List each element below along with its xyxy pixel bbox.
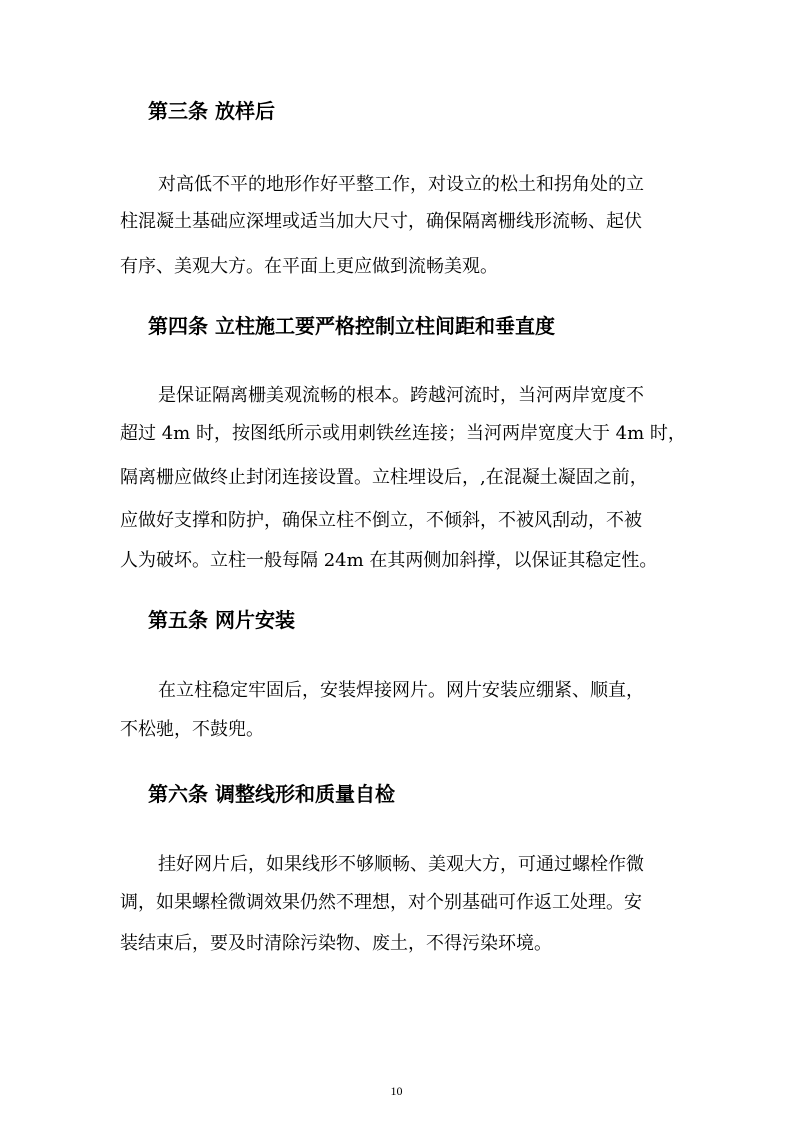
section-4-heading: 第四条 立柱施工要严格控制立柱间距和垂直度 — [148, 314, 555, 338]
section-4-paragraph-line: 隔离栅应做终止封闭连接设置。立柱埋设后，,在混凝土凝固之前， — [120, 467, 648, 488]
section-6-paragraph-line: 装结束后，要及时清除污染物、废土，不得污染环境。 — [120, 933, 552, 954]
section-4-paragraph-line: 是保证隔离栅美观流畅的根本。跨越河流时，当河两岸宽度不 — [158, 385, 644, 406]
section-3-paragraph-line: 对高低不平的地形作好平整工作，对设立的松土和拐角处的立 — [158, 174, 644, 195]
section-6-heading: 第六条 调整线形和质量自检 — [148, 782, 395, 806]
section-3-paragraph-line: 柱混凝土基础应深埋或适当加大尺寸，确保隔离栅线形流畅、起伏 — [120, 211, 642, 232]
section-4-paragraph-line: 超过 4m 时，按图纸所示或用刺铁丝连接；当河两岸宽度大于 4m 时， — [120, 423, 686, 444]
section-5-paragraph-line: 在立柱稳定牢固后，安装焊接网片。网片安装应绷紧、顺直， — [158, 680, 644, 701]
section-3-paragraph-line: 有序、美观大方。在平面上更应做到流畅美观。 — [120, 256, 498, 277]
section-5-paragraph-line: 不松驰，不鼓兜。 — [120, 719, 264, 740]
page-number: 10 — [390, 1084, 403, 1098]
section-4-paragraph-line: 人为破坏。立柱一般每隔 24m 在其两侧加斜撑，以保证其稳定性。 — [120, 550, 658, 571]
section-6-paragraph-line: 挂好网片后，如果线形不够顺畅、美观大方，可通过螺栓作微 — [158, 854, 644, 875]
section-4-paragraph-line: 应做好支撑和防护，确保立柱不倒立，不倾斜，不被风刮动，不被 — [120, 510, 642, 531]
section-3-heading: 第三条 放样后 — [148, 99, 275, 123]
section-6-paragraph-line: 调，如果螺栓微调效果仍然不理想，对个别基础可作返工处理。安 — [120, 892, 642, 913]
section-5-heading: 第五条 网片安装 — [148, 608, 295, 632]
